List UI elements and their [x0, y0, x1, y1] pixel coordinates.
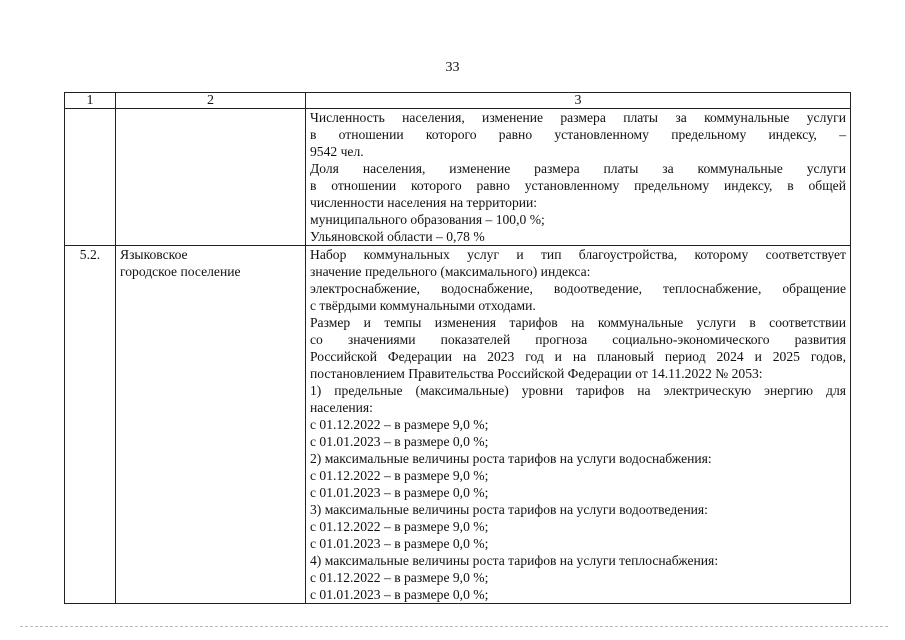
text-line: 2) максимальные величины роста тарифов на услуги водоснабжения: [310, 451, 712, 466]
text-line: Доля населения, изменение размера платы за коммунальные услуги [310, 161, 846, 176]
document-table [64, 92, 851, 604]
text-line: в отношении которого равно установленному предельному индексу, – [310, 127, 846, 142]
text-line: Российской Федерации на 2023 год и на плановый период 2024 и 2025 годов, [310, 349, 846, 364]
municipality-name-line: Языковское [120, 247, 188, 262]
description-cell [306, 246, 851, 604]
text-line: с 01.01.2023 – в размере 0,0 %; [310, 485, 489, 500]
text-line: с твёрдыми коммунальными отходами. [310, 298, 536, 313]
description-text [310, 246, 846, 603]
description-text [310, 109, 846, 245]
text-line: с 01.01.2023 – в размере 0,0 %; [310, 536, 489, 551]
description-cell [306, 109, 851, 246]
text-line: 9542 чел. [310, 144, 364, 159]
text-line: значение предельного (максимального) индекса: [310, 264, 591, 279]
municipality-name-cell [116, 246, 306, 604]
text-line: со значениями показателей прогноза социально-экономического развития [310, 332, 846, 347]
table-row [65, 246, 851, 604]
text-line: Ульяновской области – 0,78 % [310, 229, 485, 244]
text-line: численности населения на территории: [310, 195, 538, 210]
municipality-name-cell [116, 109, 306, 246]
header-col-2: 2 [116, 93, 306, 109]
row-number-cell [65, 109, 116, 246]
text-line: Размер и темпы изменения тарифов на коммунальные услуги в соответствии [310, 315, 846, 330]
text-line: постановлением Правительства Российской Федерации от 14.11.2022 № 2053: [310, 366, 763, 381]
text-line: с 01.12.2022 – в размере 9,0 %; [310, 570, 489, 585]
table-row [65, 109, 851, 246]
text-line: Численность населения, изменение размера платы за коммунальные услуги [310, 110, 846, 125]
text-line: 1) предельные (максимальные) уровни тарифов на электрическую энергию для [310, 383, 846, 398]
text-line: 4) максимальные величины роста тарифов на услуги теплоснабжения: [310, 553, 719, 568]
page-number: 33 [445, 60, 460, 75]
scan-edge-line [20, 626, 888, 627]
text-line: с 01.12.2022 – в размере 9,0 %; [310, 519, 489, 534]
municipality-name-line: городское поселение [120, 264, 241, 279]
text-line: населения: [310, 400, 373, 415]
text-line: электроснабжение, водоснабжение, водоотведение, теплоснабжение, обращение [310, 281, 846, 296]
header-col-1: 1 [65, 93, 116, 109]
text-line: в отношении которого равно установленному предельному индексу, в общей [310, 178, 846, 193]
text-line: с 01.01.2023 – в размере 0,0 %; [310, 587, 489, 602]
text-line: муниципального образования – 100,0 %; [310, 212, 545, 227]
table-header-row [65, 93, 851, 109]
text-line: с 01.12.2022 – в размере 9,0 %; [310, 468, 489, 483]
text-line: Набор коммунальных услуг и тип благоустройства, которому соответствует [310, 247, 846, 262]
text-line: 3) максимальные величины роста тарифов на услуги водоотведения: [310, 502, 708, 517]
text-line: с 01.12.2022 – в размере 9,0 %; [310, 417, 489, 432]
text-line: с 01.01.2023 – в размере 0,0 %; [310, 434, 489, 449]
header-col-3: 3 [306, 93, 851, 109]
row-number-cell: 5.2. [65, 246, 116, 604]
